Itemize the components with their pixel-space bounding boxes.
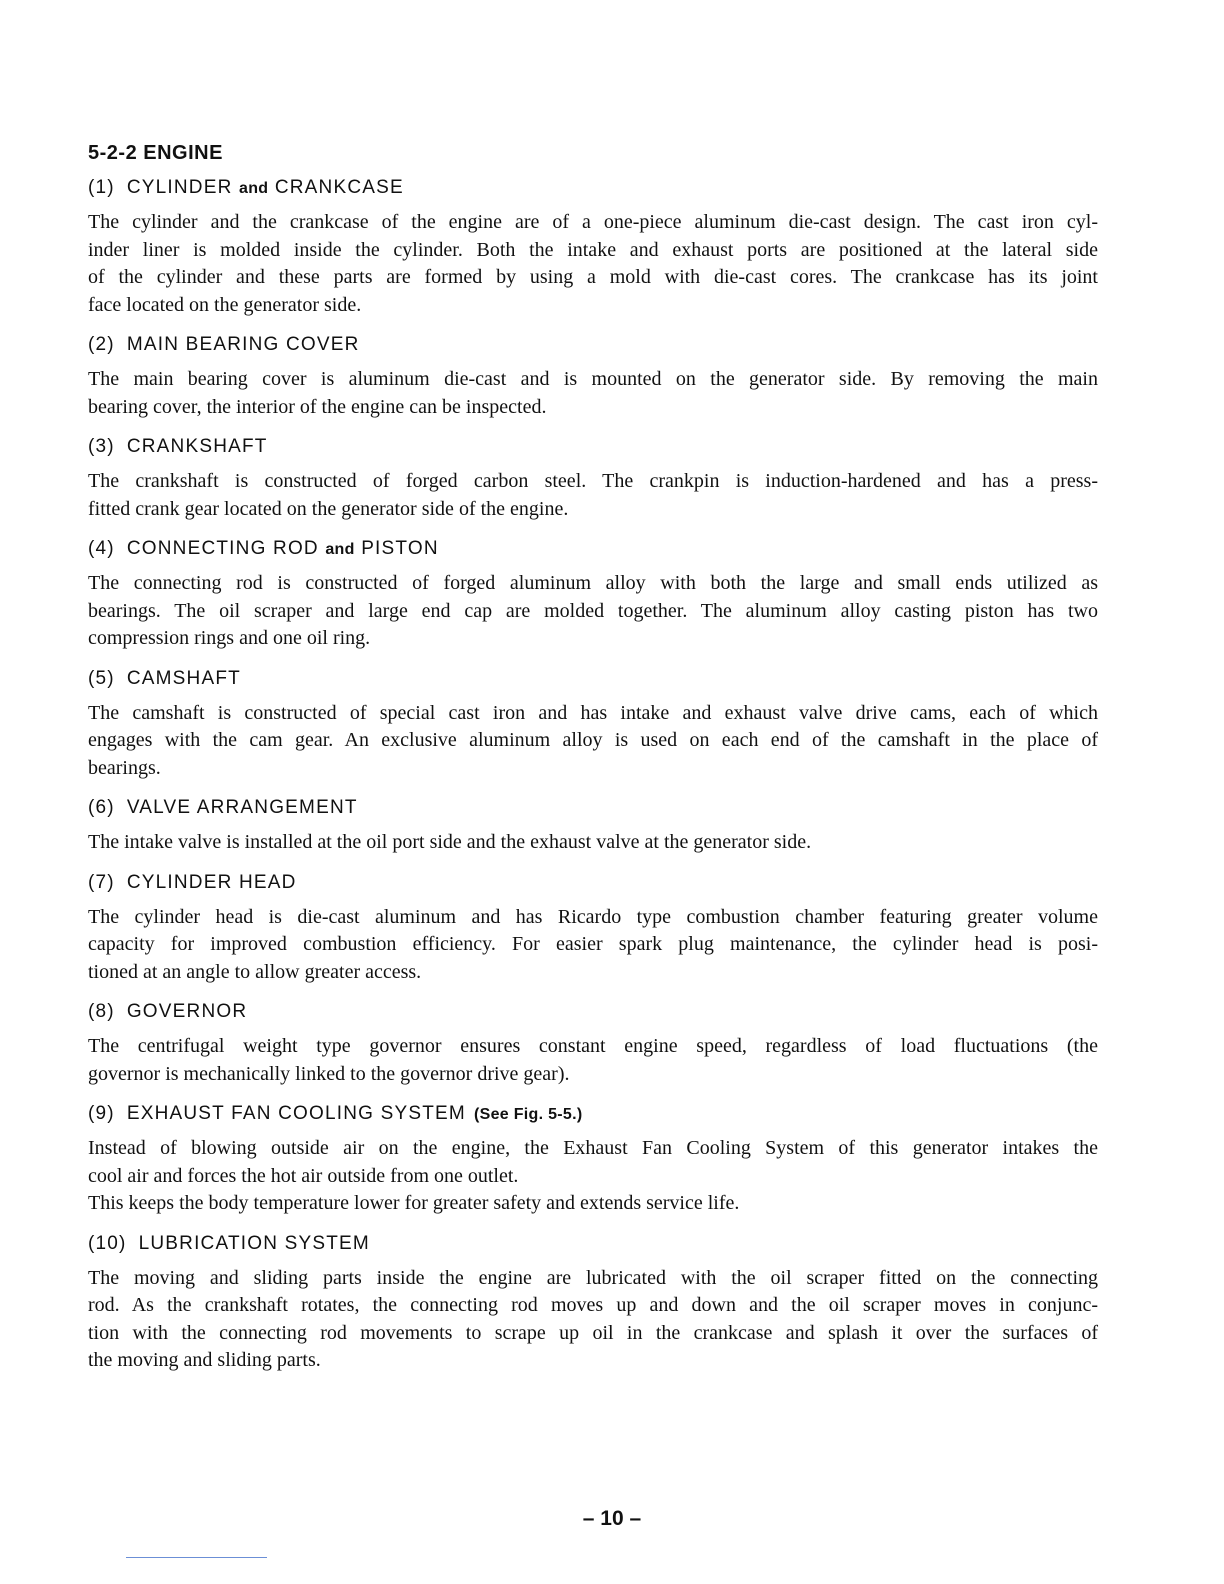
paragraph-line: Instead of blowing outside air on the engine, the Exhaust Fan Cooling System of this generator intakes the [88,1137,1098,1159]
subsection-title-suffix: CRANKCASE [274,177,404,198]
paragraph-line: tion with the connecting rod movements to scrape up oil in the crankcase and splash it over the surfaces of [88,1321,1098,1344]
subsection-title: VALVE ARRANGEMENT [126,797,358,818]
paragraph-line: bearings. The oil scraper and large end cap are molded together. The aluminum alloy casting piston has two [88,599,1098,622]
paragraph-line: The intake valve is installed at the oil port side and the exhaust valve at the generator side. [88,831,812,853]
subsection-paragraph [88,1135,1098,1218]
paragraph-line: governor is mechanically linked to the governor drive gear). [88,1062,570,1085]
paragraph-line: The cylinder and the crankcase of the engine are of a one-piece aluminum die-cast design. The cast iron cyl- [88,211,1098,233]
paragraph-line: bearings. [88,756,161,779]
paragraph-line: rod. As the crankshaft rotates, the connecting rod moves up and down and the oil scraper moves in conjunc- [88,1294,1098,1316]
paragraph-line: fitted crank gear located on the generator side of the engine. [88,497,569,520]
subsection [88,434,1098,536]
paragraph-line: tioned at an angle to allow greater access. [88,960,422,983]
subsection-title: CONNECTING ROD [126,538,319,559]
subsection-title: MAIN BEARING COVER [126,334,360,355]
subsection-number: (6) [88,797,115,818]
paragraph-line: The centrifugal weight type governor ensures constant engine speed, regardless of load fluctuations (the [88,1035,1098,1057]
subsection-title-joiner: and [239,180,269,197]
paragraph-line: of the cylinder and these parts are formed by using a mold with die-cast cores. The crankcase has its joint [88,266,1098,288]
subsection-number: (9) [88,1103,115,1124]
subsection [88,1101,1098,1231]
subsection-title: CRANKSHAFT [126,436,268,457]
paragraph-line: face located on the generator side. [88,293,362,316]
subsection [88,536,1098,666]
subsection-title: CAMSHAFT [126,667,241,689]
footer-rule [126,1557,267,1558]
subsection-number: (4) [88,538,115,559]
subsection-number: (8) [88,1001,115,1022]
subsection-heading [88,536,1098,562]
subsection-paragraph [88,570,1098,653]
subsection-list [88,175,1098,1388]
subsection-paragraph [88,209,1098,319]
subsection-title: GOVERNOR [126,1001,248,1022]
subsection-paragraph [88,468,1098,523]
paragraph-line: The main bearing cover is aluminum die-cast and is mounted on the generator side. By removing the main [88,368,1098,390]
subsection-heading [88,175,1098,201]
subsection [88,666,1098,796]
subsection [88,795,1098,870]
paragraph-line: capacity for improved combustion efficiency. For easier spark plug maintenance, the cylinder head is posi- [88,933,1098,955]
subsection-paragraph [88,829,1098,857]
subsection-number: (1) [88,177,115,198]
subsection-heading [88,434,1098,460]
subsection-title: CYLINDER HEAD [126,871,297,893]
subsection [88,870,1098,1000]
paragraph-line: compression rings and one oil ring. [88,627,371,649]
subsection [88,175,1098,332]
subsection-title: LUBRICATION SYSTEM [138,1232,370,1254]
subsection-figure-reference: (See Fig. 5-5.) [473,1106,583,1123]
paragraph-line: engages with the cam gear. An exclusive aluminum alloy is used on each end of the camshaft in the place of [88,729,1098,751]
page-number: – 10 – [582,1507,642,1530]
subsection-number: (10) [88,1232,127,1254]
subsection [88,332,1098,434]
paragraph-line: inder liner is molded inside the cylinder. Both the intake and exhaust ports are positioned at the lateral side [88,238,1098,261]
subsection-heading [88,1231,1098,1257]
paragraph-line: The camshaft is constructed of special cast iron and has intake and exhaust valve drive cams, each of which [88,701,1098,724]
subsection-number: (3) [88,436,115,457]
subsection-heading [88,870,1098,896]
subsection-number: (7) [88,871,115,893]
subsection-heading [88,1101,1098,1127]
subsection-title: EXHAUST FAN COOLING SYSTEM [126,1103,466,1124]
subsection-paragraph [88,904,1098,987]
subsection-paragraph [88,700,1098,783]
document-page [88,140,1098,1388]
paragraph-line: The crankshaft is constructed of forged carbon steel. The crankpin is induction-hardened and has a press- [88,470,1098,492]
paragraph-line: cool air and forces the hot air outside from one outlet. [88,1164,519,1187]
subsection-number: (5) [88,667,115,689]
paragraph-line: the moving and sliding parts. [88,1349,321,1371]
subsection [88,999,1098,1101]
subsection-paragraph [88,366,1098,421]
paragraph-line: bearing cover, the interior of the engine can be inspected. [88,395,547,418]
section-title: 5-2-2 ENGINE [88,142,223,164]
subsection-heading [88,795,1098,821]
paragraph-line: The cylinder head is die-cast aluminum and has Ricardo type combustion chamber featuring greater volume [88,905,1098,928]
paragraph-line: The moving and sliding parts inside the engine are lubricated with the oil scraper fitted on the connecting [88,1266,1098,1289]
subsection-title-suffix: PISTON [361,538,439,559]
paragraph-line: The connecting rod is constructed of forged aluminum alloy with both the large and small ends utilized as [88,572,1098,594]
subsection [88,1231,1098,1388]
paragraph-line: This keeps the body temperature lower for greater safety and extends service life. [88,1192,740,1214]
subsection-heading [88,666,1098,692]
subsection-title-joiner: and [325,541,355,558]
subsection-paragraph [88,1033,1098,1088]
subsection-heading [88,332,1098,358]
subsection-heading [88,999,1098,1025]
subsection-title: CYLINDER [126,177,233,198]
subsection-number: (2) [88,334,115,355]
subsection-paragraph [88,1265,1098,1375]
